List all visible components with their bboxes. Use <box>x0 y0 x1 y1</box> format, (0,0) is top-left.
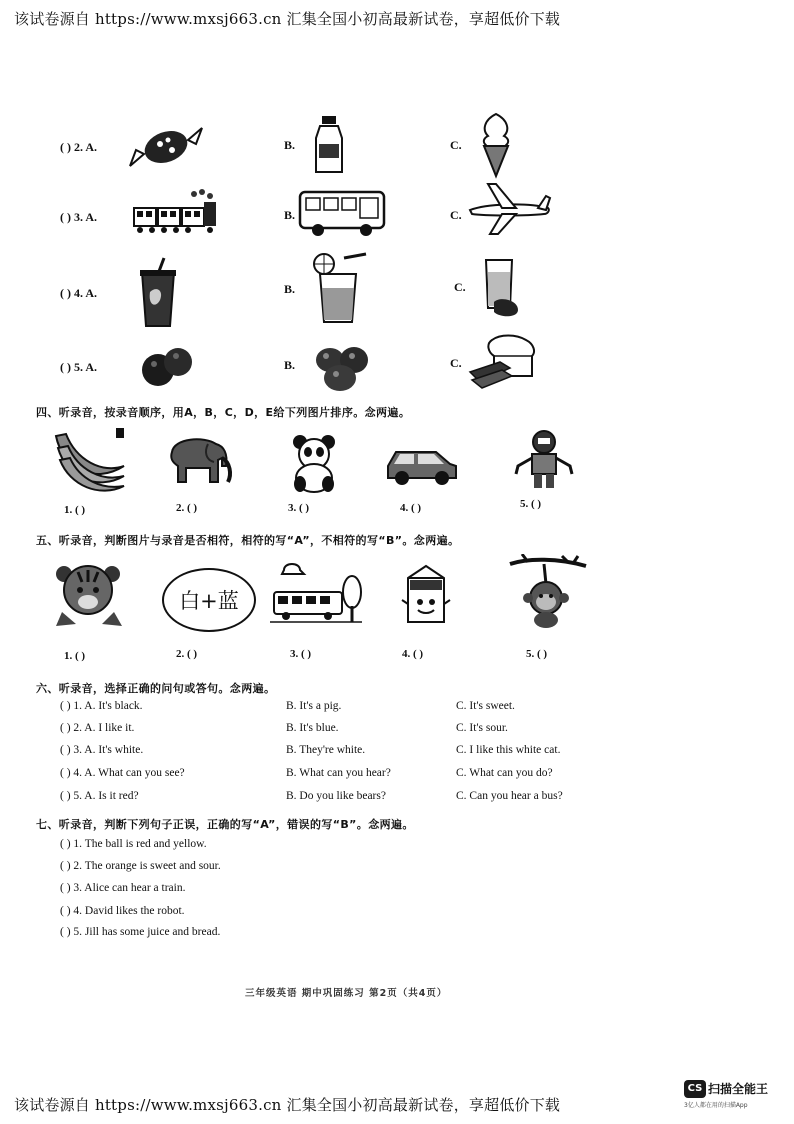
scanner-name: 扫描全能王 <box>708 1082 769 1096</box>
q3-row-4-b-label: B. <box>284 282 296 296</box>
bread-icon <box>466 332 544 390</box>
part5-answer-4: 4. ( ) <box>402 648 424 660</box>
header-banner: 该试卷源自 https://www.mxsj663.cn 汇集全国小初高最新试卷，享超低价下载 <box>14 10 561 28</box>
part7-s2: ( ) 2. The orange is sweet and sour. <box>60 860 221 872</box>
scanner-tagline: 3亿人都在用的扫描App <box>684 1101 748 1109</box>
part5-answer-1: 1. ( ) <box>64 650 86 662</box>
part6-q5-b: B. Do you like bears? <box>286 790 386 802</box>
airplane-icon <box>466 180 552 236</box>
part5-title: 五、听录音，判断图片与录音是否相符，相符的写“A”，不相符的写“B”。念两遍。 <box>36 534 460 547</box>
part6-title: 六、听录音，选择正确的问句或答句。念两遍。 <box>36 682 276 695</box>
part6-q2: ( ) 2. A. I like it. <box>60 722 135 734</box>
part6-q5: ( ) 5. A. Is it red? <box>60 790 139 802</box>
part7-s1: ( ) 1. The ball is red and yellow. <box>60 838 207 850</box>
bus-tree-icon <box>270 560 362 626</box>
part6-q2-b: B. It's blue. <box>286 722 339 734</box>
q3-row-4-prefix: ( ) 4. A. <box>60 286 97 300</box>
robot-icon <box>512 428 576 494</box>
part6-q3-c: C. I like this white cat. <box>456 744 561 756</box>
footer-banner: 该试卷源自 https://www.mxsj663.cn 汇集全国小初高最新试卷，享超低价下载 <box>14 1096 561 1114</box>
part5-answer-5: 5. ( ) <box>526 648 548 660</box>
q3-row-5-b-label: B. <box>284 358 296 372</box>
grapes-dark-icon <box>136 342 196 388</box>
part4-answer-3: 3. ( ) <box>288 502 310 514</box>
panda-icon <box>286 434 342 494</box>
q3-row-5-prefix: ( ) 5. A. <box>60 360 97 374</box>
part6-q2-c: C. It's sour. <box>456 722 508 734</box>
part7-s4: ( ) 4. David likes the robot. <box>60 905 185 917</box>
banana-icon <box>52 426 128 498</box>
q3-row-5-c-label: C. <box>450 356 462 370</box>
juice-glass-icon <box>306 252 372 326</box>
part6-q4-b: B. What can you hear? <box>286 767 391 779</box>
q3-row-3-prefix: ( ) 3. A. <box>60 210 97 224</box>
part6-q4: ( ) 4. A. What can you see? <box>60 767 185 779</box>
car-icon <box>384 438 460 486</box>
part4-answer-4: 4. ( ) <box>400 502 422 514</box>
elephant-icon <box>164 432 236 486</box>
part5-answer-2: 2. ( ) <box>176 648 198 660</box>
part6-q1-b: B. It's a pig. <box>286 700 342 712</box>
ice-cream-icon <box>476 110 516 180</box>
monkey-icon <box>508 554 588 630</box>
part6-q4-c: C. What can you do? <box>456 767 553 779</box>
bus-icon <box>296 186 388 238</box>
part4-answer-2: 2. ( ) <box>176 502 198 514</box>
q3-row-3-b-label: B. <box>284 208 296 222</box>
part6-q1: ( ) 1. A. It's black. <box>60 700 143 712</box>
part4-answer-5: 5. ( ) <box>520 498 542 510</box>
white-blue-oval: 白+蓝 <box>162 568 256 632</box>
part7-s3: ( ) 3. Alice can hear a train. <box>60 882 186 894</box>
part7-s5: ( ) 5. Jill has some juice and bread. <box>60 926 221 938</box>
scanner-badge: CS <box>684 1080 706 1098</box>
part4-title: 四、听录音，按录音顺序，用A，B，C，D，E给下列图片排序。念两遍。 <box>36 406 411 419</box>
candy-icon <box>126 122 206 172</box>
scanner-logo <box>684 1078 784 1109</box>
milk-glass-icon <box>480 256 522 320</box>
part6-q3-b: B. They're white. <box>286 744 366 756</box>
part5-answer-3: 3. ( ) <box>290 648 312 660</box>
cola-cup-icon <box>136 256 180 328</box>
part6-q3: ( ) 3. A. It's white. <box>60 744 144 756</box>
part6-q1-c: C. It's sweet. <box>456 700 515 712</box>
tiger-icon <box>52 560 128 632</box>
part4-answer-1: 1. ( ) <box>64 504 86 516</box>
q3-row-3-c-label: C. <box>450 208 462 222</box>
part7-title: 七、听录音，判断下列句子正误，正确的写“A”，错误的写“B”。念两遍。 <box>36 818 414 831</box>
milk-bottle-icon <box>310 114 350 176</box>
q3-row-2-b-label: B. <box>284 138 296 152</box>
potatoes-icon <box>310 338 374 394</box>
q3-row-2-prefix: ( ) 2. A. <box>60 140 97 154</box>
milk-carton-icon <box>398 564 454 626</box>
train-icon <box>132 188 218 236</box>
page-footer: 三年级英语 期中巩固练习 第2页（共4页） <box>245 988 448 999</box>
q3-row-4-c-label: C. <box>454 280 466 294</box>
part6-q5-c: C. Can you hear a bus? <box>456 790 563 802</box>
q3-row-2-c-label: C. <box>450 138 462 152</box>
